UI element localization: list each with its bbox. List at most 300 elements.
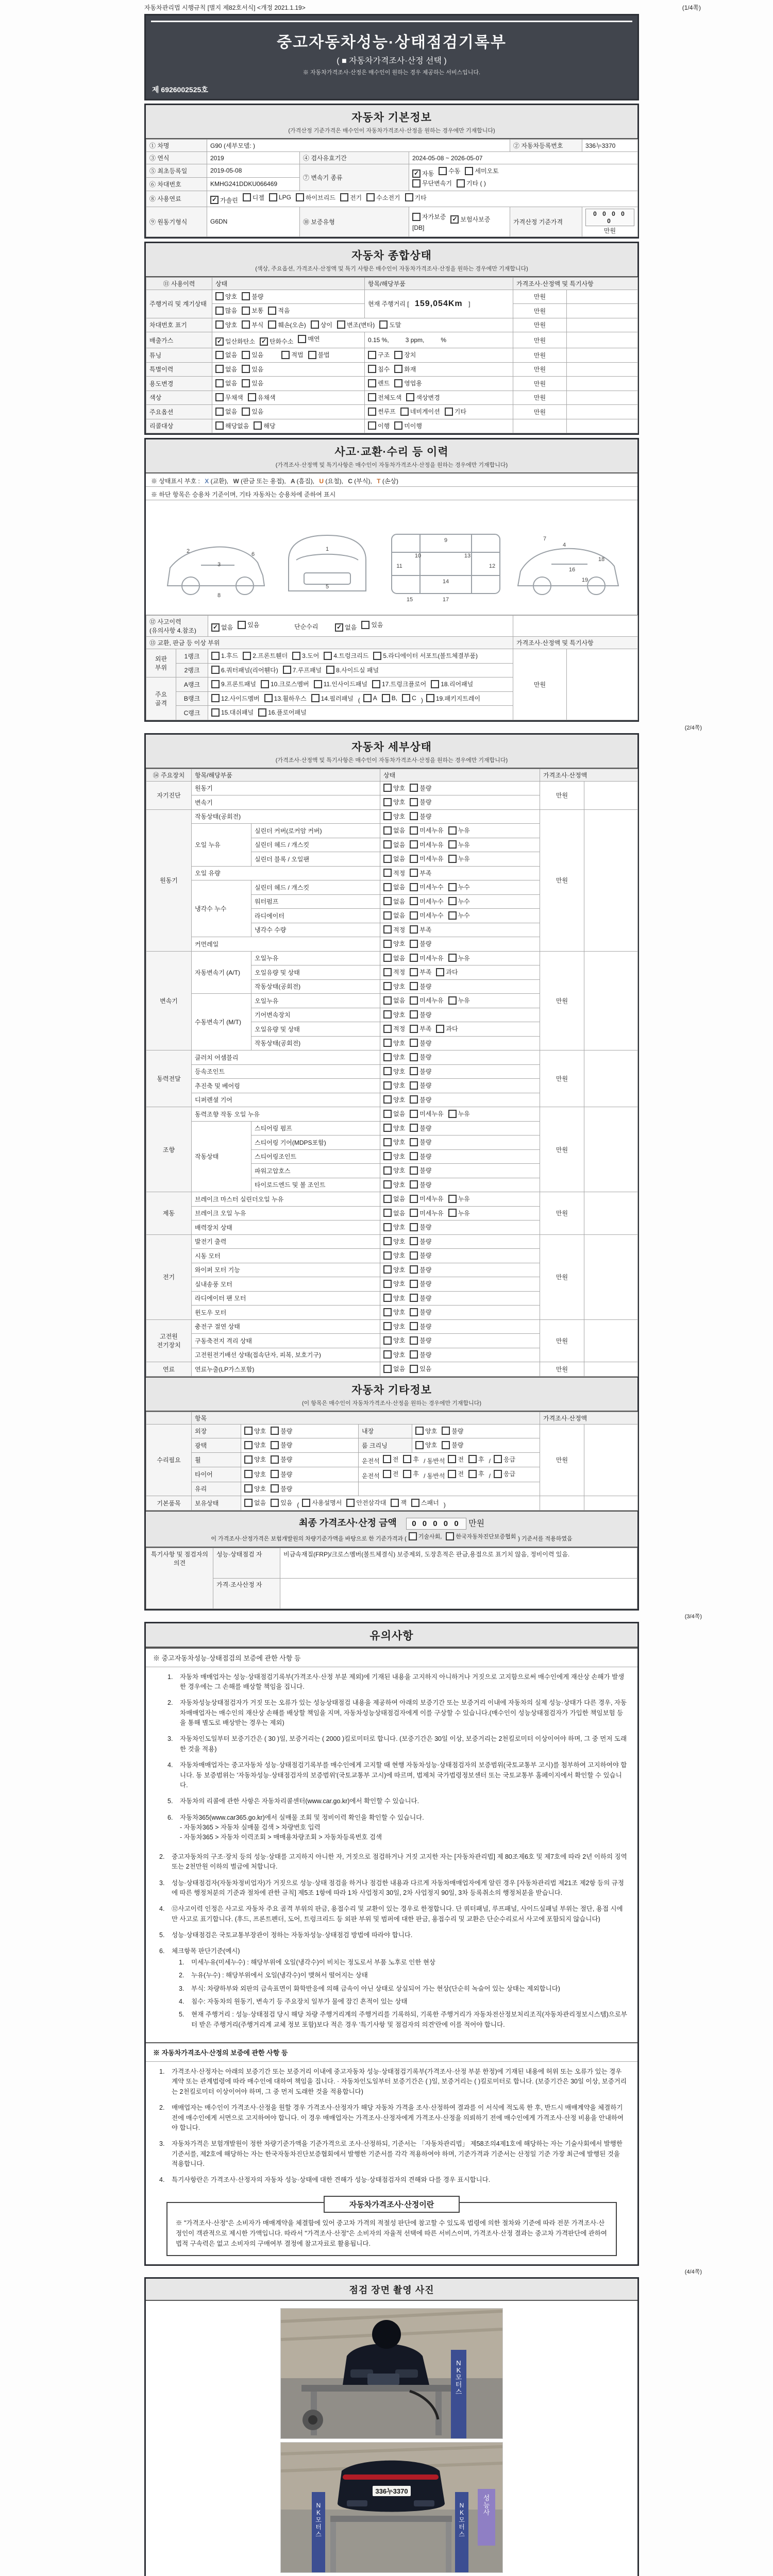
table-row (146, 207, 638, 236)
checkbox-양호[interactable]: 양호 (383, 1322, 405, 1331)
table-row (146, 616, 638, 637)
notice-band-2: ※ 자동차가격조사·산정의 보증에 관한 사항 등 (146, 2042, 637, 2062)
checkbox-미세누유[interactable]: 미세누유 (410, 826, 443, 835)
checkbox-없음[interactable]: 없음 (383, 883, 405, 891)
checkbox-미세누유[interactable]: 미세누유 (410, 854, 443, 863)
checkbox-양호[interactable]: 양호 (244, 1455, 266, 1464)
checkbox-9.프론트패널[interactable]: 9.프론트패널 (211, 680, 256, 688)
checkbox-누수[interactable]: 누수 (448, 911, 470, 920)
checkbox-과다[interactable]: 과다 (436, 1024, 458, 1033)
checkbox-양호[interactable]: 양호 (383, 1138, 405, 1146)
checkbox-전체도색[interactable]: 전체도색 (368, 393, 401, 402)
checkbox-양호[interactable]: 양호 (383, 939, 405, 948)
checkbox-없음[interactable]: ✓ 없음 (211, 623, 233, 632)
checkbox-불량[interactable]: 불량 (410, 1279, 431, 1288)
table-row (146, 405, 638, 419)
notes-cell (567, 419, 638, 433)
checkbox-불량[interactable]: 불량 (271, 1440, 292, 1449)
checkbox-1.후드[interactable]: 1.후드 (211, 651, 238, 660)
checkbox-없음[interactable]: 없음 (215, 365, 237, 374)
checkbox-불량[interactable]: 불량 (271, 1470, 292, 1479)
checkbox-없음[interactable]: 없음 (383, 1209, 405, 1217)
checkbox-적음[interactable]: 적음 (268, 306, 290, 315)
checkbox-없음[interactable]: 없음 (215, 407, 237, 416)
checkbox-불량[interactable]: 불량 (410, 1336, 431, 1345)
table-row (146, 419, 638, 433)
checkbox-불량[interactable]: 불량 (410, 1265, 431, 1274)
checkbox-적정[interactable]: 적정 (383, 869, 405, 877)
checkbox-적정[interactable]: 적정 (383, 1024, 405, 1033)
engine-type-label: ⑨ 원동기형식 (146, 207, 207, 236)
checkbox-불량[interactable]: 불량 (410, 1067, 431, 1076)
checkbox-많음[interactable]: 많음 (215, 306, 237, 315)
base-price-value: 0 0 0 0 0 만원 (582, 207, 638, 236)
price-cell: 만원 (513, 391, 567, 405)
checkbox-부족[interactable]: 부족 (410, 869, 431, 877)
notice-item (167, 1797, 627, 1806)
checkbox-양호[interactable]: 양호 (244, 1484, 266, 1493)
checkbox-불량[interactable]: 불량 (271, 1427, 292, 1435)
checkbox-불량[interactable]: 불량 (410, 1237, 431, 1246)
comp-header-2: 항목/해당부품 (365, 277, 513, 290)
table-row (146, 637, 638, 649)
checkbox-양호[interactable]: 양호 (383, 1010, 405, 1019)
checkbox-불량[interactable]: 불량 (271, 1455, 292, 1464)
checkbox-양호[interactable]: 양호 (383, 1124, 405, 1132)
checkbox-보험사보증[interactable]: ✓ 보험사보증 (450, 215, 490, 224)
checkbox-있음[interactable]: 있음 (361, 620, 383, 629)
checkbox-양호[interactable]: 양호 (383, 1350, 405, 1359)
state-options (212, 348, 365, 363)
legend-code-T: T (377, 478, 382, 485)
checkbox-15.대쉬패널[interactable]: 15.대쉬패널 (211, 708, 254, 717)
checkbox-있음[interactable]: 있음 (271, 1498, 292, 1507)
checkbox-11.인사이드패널[interactable]: 11.인사이드패널 (314, 680, 367, 688)
checkbox-렌트[interactable]: 렌트 (368, 379, 390, 387)
checkbox-화재[interactable]: 화재 (394, 365, 416, 374)
checkbox-부족[interactable]: 부족 (410, 968, 431, 976)
state-options (380, 1263, 540, 1277)
checkbox-양호[interactable]: 양호 (244, 1427, 266, 1435)
checkbox-양호[interactable]: 양호 (415, 1427, 437, 1435)
usage-label: 특별이력 (146, 362, 212, 377)
item-label: 시동 모터 (192, 1249, 380, 1263)
checkbox-미세누유[interactable]: 미세누유 (410, 1109, 443, 1118)
checkbox-18.리어패널[interactable]: 18.리어패널 (431, 680, 473, 688)
checkbox-양호[interactable]: 양호 (383, 1067, 405, 1076)
checkbox-해당없음[interactable]: 해당없음 (215, 421, 249, 430)
checkbox-양호[interactable]: 양호 (383, 1336, 405, 1345)
checkbox-잭[interactable]: 잭 (391, 1498, 407, 1507)
checkbox-4.트렁크리드[interactable]: 4.트렁크리드 (324, 651, 368, 660)
checkbox-없음[interactable]: 없음 (383, 1194, 405, 1203)
checkbox-한국자동차진단보증협회[interactable]: 한국자동차진단보증협회 (446, 1532, 516, 1540)
checkbox-양호[interactable]: 양호 (383, 1053, 405, 1061)
checkbox-LPG[interactable]: LPG (269, 193, 291, 201)
checkbox-17.트렁크플로어[interactable]: 17.트렁크플로어 (372, 680, 426, 688)
checkbox-기타[interactable]: 기타 (405, 193, 427, 202)
checkbox-전[interactable]: 전 (448, 1469, 464, 1478)
legend-desc: (요철), (325, 478, 345, 485)
notice-item (179, 1984, 627, 1994)
checkbox-B,[interactable]: B, (382, 694, 397, 702)
checkbox-전[interactable]: 전 (448, 1455, 464, 1464)
checkbox-도말[interactable]: 도말 (379, 320, 401, 329)
photo-title: 점검 장면 촬영 사진 (349, 2284, 434, 2295)
checkbox-해당[interactable]: 해당 (254, 421, 275, 430)
checkbox-양호[interactable]: 양호 (383, 784, 405, 792)
checkbox-있음[interactable]: 있음 (242, 407, 263, 416)
checkbox-하이브리드[interactable]: 하이브리드 (296, 193, 335, 202)
rank-items (208, 663, 513, 677)
notice-title: 유의사항 (369, 1630, 414, 1642)
rank-label: B랭크 (176, 691, 208, 706)
checkbox-미세누수[interactable]: 미세누수 (410, 897, 443, 906)
checkbox-가솔린[interactable]: ✓ 가솔린 (210, 196, 238, 205)
checkbox-누수[interactable]: 누수 (448, 897, 470, 906)
checkbox-불량[interactable]: 불량 (410, 1152, 431, 1161)
checkbox-없음[interactable]: 없음 (383, 911, 405, 920)
item-label: 오일 유량 (192, 866, 380, 880)
notes-cell (567, 290, 638, 304)
checkbox-후[interactable]: 후 (468, 1469, 484, 1478)
checkbox-3.도어[interactable]: 3.도어 (292, 651, 319, 660)
device-group-label: 자기진단 (146, 781, 192, 809)
checkbox-적정[interactable]: 적정 (383, 925, 405, 934)
checkbox-16.플로어패널[interactable]: 16.플로어패널 (258, 708, 307, 717)
item-label: 와이퍼 모터 기능 (192, 1263, 380, 1277)
accident-table (146, 615, 638, 720)
checkbox-불량[interactable]: 불량 (410, 1223, 431, 1231)
table-row (146, 1424, 638, 1438)
checkbox-없음[interactable]: 없음 (215, 350, 237, 359)
notice-number: 5. (159, 1931, 165, 1939)
final-price-band (146, 1511, 637, 1548)
checkbox-미세누유[interactable]: 미세누유 (410, 1209, 443, 1217)
checkbox-이행[interactable]: 이행 (368, 421, 390, 430)
checkbox-응급[interactable]: 응급 (494, 1469, 515, 1478)
checkbox-양호[interactable]: 양호 (244, 1440, 266, 1449)
checkbox-훼손(오손)[interactable]: 훼손(오손) (268, 320, 306, 329)
checkbox-불법[interactable]: 불법 (308, 350, 330, 359)
checkbox-적법[interactable]: 적법 (281, 350, 303, 359)
checkbox-양호[interactable]: 양호 (383, 1180, 405, 1189)
checkbox-양호[interactable]: 양호 (383, 1223, 405, 1231)
checkbox-양호[interactable]: 양호 (383, 1095, 405, 1104)
checkbox-구조[interactable]: 구조 (368, 350, 390, 359)
text: 0.15 %, (368, 336, 389, 344)
checkbox-양호[interactable]: 양호 (383, 1308, 405, 1316)
notice-number: 6. (167, 1814, 173, 1821)
item-part-label: 실린더 헤드 / 개스킷 (251, 838, 380, 852)
checkbox-썬루프[interactable]: 썬루프 (368, 407, 396, 416)
checkbox-불량[interactable]: 불량 (410, 1138, 431, 1146)
first-reg-label: ⑤ 최초등록일 (146, 164, 207, 178)
checkbox-과다[interactable]: 과다 (436, 968, 458, 976)
rank-items (208, 691, 513, 706)
checkbox-전기[interactable]: 전기 (340, 193, 362, 202)
item-cell (365, 348, 513, 363)
checkbox-유채색[interactable]: 유채색 (248, 393, 276, 402)
table-header-row (146, 1412, 638, 1424)
checkbox-양호[interactable]: 양호 (383, 1279, 405, 1288)
state-options (380, 1221, 540, 1235)
checkbox-기타[interactable]: 기타 (445, 407, 466, 416)
notice-line: - 자동차365 > 자동차 이력조회 > 매매용차량조회 > 자동차등록번호 검색 (180, 1834, 382, 1841)
checkbox-14.필러패널[interactable]: 14.필러패널 (311, 694, 354, 703)
checkbox-부식[interactable]: 부식 (242, 320, 263, 329)
accident-title: 사고·교환·수리 등 이력 (334, 446, 449, 458)
price-cell: 만원 (540, 1362, 584, 1377)
checkbox-불량[interactable]: 불량 (410, 1053, 431, 1061)
checkbox-불량[interactable]: 불량 (410, 1294, 431, 1302)
notes-cell (584, 951, 638, 1050)
rank-label: C랭크 (176, 706, 208, 720)
checkbox-부족[interactable]: 부족 (410, 925, 431, 934)
checkbox-불량[interactable]: 불량 (410, 982, 431, 991)
notice-text: 현재 주행거리 : 성능·상태점검 당시 해당 차량 주행거리계의 주행거리를 기록하되, 기록한 주행거리가 자동차전산정보처리조직(자동차관리정보시스템)으로부터 받은 주행거리(주행거리계 교체 정보 포함)보다 적은 경우 '특기사항 및 점검자의 의견'란에 이를 적어야 합니다. (191, 2011, 627, 2028)
checkbox-일산화탄소[interactable]: ✓ 일산화탄소 (215, 337, 255, 346)
checkbox-누유[interactable]: 누유 (448, 1209, 470, 1217)
checkbox-불량[interactable]: 불량 (442, 1440, 463, 1449)
checkbox-누유[interactable]: 누유 (448, 996, 470, 1005)
table-row (146, 649, 638, 664)
diagram-number-9: 9 (444, 537, 448, 544)
checkbox-5.라디에이터 서포트(볼트체결부품)[interactable]: 5.라디에이터 서포트(볼트체결부품) (373, 651, 478, 660)
checkbox-12.사이드멤버[interactable]: 12.사이드멤버 (211, 694, 260, 703)
checkbox-기술사회[interactable]: 기술사회, (409, 1532, 442, 1540)
checkbox-네비게이션[interactable]: 네비게이션 (400, 407, 440, 416)
checkbox-10.크로스멤버[interactable]: 10.크로스멤버 (261, 680, 309, 688)
detail-header-item: 항목/해당부품 (192, 769, 380, 781)
checkbox-자동[interactable]: ✓ 자동 (412, 169, 434, 178)
checkbox-미세누수[interactable]: 미세누수 (410, 911, 443, 920)
checkbox-양호[interactable]: 양호 (215, 292, 237, 301)
checkbox-부족[interactable]: 부족 (410, 1024, 431, 1033)
checkbox-있음[interactable]: 있음 (242, 379, 263, 387)
checkbox-없음[interactable]: 없음 (244, 1498, 266, 1507)
item-part-label: 오일누유 (251, 994, 380, 1008)
checkbox-8.사이드실 패널[interactable]: 8.사이드실 패널 (326, 666, 379, 674)
legend-desc: (부식), (354, 478, 374, 485)
checkbox-전[interactable]: 전 (383, 1469, 399, 1478)
checkbox-없음[interactable]: 없음 (383, 854, 405, 863)
usage-label: 주행거리 및 계기상태 (146, 290, 212, 318)
checkbox-양호[interactable]: 양호 (383, 1294, 405, 1302)
rank-label: 1랭크 (176, 649, 208, 664)
checkbox-없음[interactable]: 없음 (383, 840, 405, 849)
checkbox-누유[interactable]: 누유 (448, 854, 470, 863)
warranty-label: ⑩ 보증유형 (300, 207, 409, 236)
checkbox-불량[interactable]: 불량 (410, 812, 431, 821)
panel-group-label: 주요 골격 (146, 677, 176, 720)
checkbox-있음[interactable]: 있음 (242, 365, 263, 374)
checkbox-무채색[interactable]: 무채색 (215, 393, 243, 402)
checkbox-양호[interactable]: 양호 (383, 1265, 405, 1274)
checkbox-양호[interactable]: 양호 (383, 798, 405, 806)
item-sub-label: 자동변속기 (A/T) (192, 951, 251, 994)
checkbox-불량[interactable]: 불량 (410, 1010, 431, 1019)
device-group-label: 조향 (146, 1107, 192, 1192)
checkbox-양호[interactable]: 양호 (415, 1440, 437, 1449)
checkbox-불량[interactable]: 불량 (410, 1251, 431, 1260)
checkbox-자가보증[interactable]: 자가보증 (412, 212, 446, 221)
checkbox-양호[interactable]: 양호 (383, 1251, 405, 1260)
checkbox-누수[interactable]: 누수 (448, 883, 470, 891)
price-cell: 만원 (540, 1234, 584, 1319)
checkbox-누유[interactable]: 누유 (448, 840, 470, 849)
notice-number: 5. (167, 1798, 173, 1805)
item-cell (365, 377, 513, 391)
diagram-number-2: 2 (186, 548, 190, 554)
state-options (212, 362, 365, 377)
checkbox-없음[interactable]: 없음 (383, 1364, 405, 1373)
legend-desc: (흠집), (296, 478, 316, 485)
checkbox-A[interactable]: A (363, 694, 377, 702)
checkbox-보통[interactable]: 보통 (242, 306, 263, 315)
checkbox-불량[interactable]: 불량 (410, 1350, 431, 1359)
checkbox-없음[interactable]: 없음 (383, 954, 405, 962)
checkbox-불량[interactable]: 불량 (410, 1180, 431, 1189)
rank-items (208, 706, 513, 720)
diagram-number-3: 3 (217, 562, 221, 568)
checkbox-미이행[interactable]: 미이행 (394, 421, 422, 430)
checkbox-누유[interactable]: 누유 (448, 1194, 470, 1203)
checkbox-불량[interactable]: 불량 (271, 1484, 292, 1493)
checkbox-미세누유[interactable]: 미세누유 (410, 954, 443, 962)
checkbox-기타 ( )[interactable]: 기타 ( ) (457, 179, 486, 188)
checkbox-양호[interactable]: 양호 (383, 982, 405, 991)
price-survey-info-title: 자동차가격조사·산정이란 (324, 2196, 460, 2213)
checkbox-불량[interactable]: 불량 (410, 1039, 431, 1047)
checkbox-수소전기[interactable]: 수소전기 (366, 193, 400, 202)
checkbox-있음[interactable]: 있음 (238, 620, 259, 629)
state-options (380, 838, 540, 852)
checkbox-없음[interactable]: ✓ 없음 (335, 623, 357, 632)
checkbox-적정[interactable]: 적정 (383, 968, 405, 976)
checkbox-매연[interactable]: 매연 (298, 334, 320, 343)
notice-text: 자동차 매매업자는 성능·상태점검기록부(가격조사·산정 부분 제외)에 기재된 내용을 고지하지 아니하거나 거짓으로 고지함으로써 매수인에게 재산상 손해가 발생한 경우에는 그 손해를 배상할 책임을 집니다. (180, 1673, 625, 1690)
checkbox-불량[interactable]: 불량 (410, 1124, 431, 1132)
legend-desc: (손상) (382, 478, 398, 485)
item-part-label: 작동상태(공회전) (251, 1036, 380, 1050)
checkbox-13.휠하우스[interactable]: 13.휠하우스 (264, 694, 307, 703)
checkbox-탄화수소[interactable]: ✓ 탄화수소 (260, 337, 293, 346)
checkbox-양호[interactable]: 양호 (383, 1152, 405, 1161)
checkbox-없음[interactable]: 없음 (383, 996, 405, 1005)
notice-text: 가격조사·산정자는 아래의 보증기간 또는 보증거리 이내에 중고자동차 성능·상태점검기록부(가격조사·산정 부분 한정)에 기재된 내용에 허위 또는 오류가 있는 경우 계약 또는 관계법령에 따라 매수인에 대하여 책임을 집니다. · 자동차인도일부터 보증기간은 ( )일, 보증거리는 ( )킬로미터로 합니다. (보증기간은 30일 이상, 보증거리는 2천킬로미터 이상이어야 하며, 그 중 먼저 도래한 것을 적용합니다) (172, 2068, 627, 2095)
checkbox-불량[interactable]: 불량 (410, 1308, 431, 1316)
checkbox-영업용[interactable]: 영업용 (394, 379, 422, 387)
checkbox-미세누수[interactable]: 미세누수 (410, 883, 443, 891)
checkbox-양호[interactable]: 양호 (383, 812, 405, 821)
item-label: 디퍼렌셜 기어 (192, 1093, 380, 1107)
checkbox-침수[interactable]: 침수 (368, 365, 390, 374)
checkbox-C[interactable]: C (402, 694, 416, 702)
notice-text: 미세누유(미세누수) : 해당부위에 오일(냉각수)이 비치는 정도로서 부품 노후로 인한 현상 (191, 1958, 436, 1966)
checkbox-7.루프패널[interactable]: 7.루프패널 (283, 666, 322, 674)
opinions-table (146, 1548, 637, 1609)
checkbox-불량[interactable]: 불량 (410, 798, 431, 806)
checkbox-불량[interactable]: 불량 (442, 1427, 463, 1435)
checkbox-색상변경[interactable]: 색상변경 (406, 393, 440, 402)
checkbox-변조(변타)[interactable]: 변조(변타) (337, 320, 375, 329)
checkbox-양호[interactable]: 양호 (215, 320, 237, 329)
text: 운전석 (362, 1472, 380, 1480)
item-label: 연료누출(LP가스포함) (192, 1362, 380, 1377)
checkbox-누유[interactable]: 누유 (448, 954, 470, 962)
checkbox-누유[interactable]: 누유 (448, 1109, 470, 1118)
checkbox-양호[interactable]: 양호 (383, 1237, 405, 1246)
checkbox-상이[interactable]: 상이 (311, 320, 332, 329)
checkbox-불량[interactable]: 불량 (242, 292, 263, 301)
checkbox-2.프론트휀더[interactable]: 2.프론트휀더 (243, 651, 288, 660)
checkbox-미세누유[interactable]: 미세누유 (410, 996, 443, 1005)
checkbox-불량[interactable]: 불량 (410, 1166, 431, 1175)
checkbox-불량[interactable]: 불량 (410, 1322, 431, 1331)
empty-cell (513, 616, 638, 637)
diagram-number-13: 13 (464, 553, 471, 559)
checkbox-세미오토[interactable]: 세미오토 (465, 166, 498, 175)
checkbox-무단변속기[interactable]: 무단변속기 (412, 179, 452, 188)
checkbox-사용설명서[interactable]: 사용설명서 (302, 1498, 342, 1507)
checkbox-양호[interactable]: 양호 (383, 1166, 405, 1175)
checkbox-누유[interactable]: 누유 (448, 826, 470, 835)
checkbox-장치[interactable]: 장치 (394, 350, 416, 359)
checkbox-스패너[interactable]: 스패너 (411, 1498, 439, 1507)
checkbox-불량[interactable]: 불량 (410, 939, 431, 948)
checkbox-후[interactable]: 후 (468, 1455, 484, 1464)
checkbox-불량[interactable]: 불량 (410, 784, 431, 792)
checkbox-수동[interactable]: 수동 (439, 166, 460, 175)
checkbox-없음[interactable]: 없음 (383, 1109, 405, 1118)
checkbox-후[interactable]: 후 (403, 1455, 419, 1464)
checkbox-후[interactable]: 후 (403, 1469, 419, 1478)
checkbox-양호[interactable]: 양호 (244, 1470, 266, 1479)
checkbox-19.패키지트레이[interactable]: 19.패키지트레이 (426, 694, 480, 703)
checkbox-미세누유[interactable]: 미세누유 (410, 840, 443, 849)
checkbox-있음[interactable]: 있음 (242, 350, 263, 359)
checkbox-양호[interactable]: 양호 (383, 1081, 405, 1090)
checkbox-있음[interactable]: 있음 (410, 1364, 431, 1373)
notice-band-1: ※ 중고자동차성능·상태점검의 보증에 관한 사항 등 (146, 1648, 637, 1667)
item-label: 라디에이터 팬 모터 (192, 1291, 380, 1306)
device-group-label: 연료 (146, 1362, 192, 1377)
checkbox-없음[interactable]: 없음 (383, 897, 405, 906)
transmission-label: ⑦ 변속기 종류 (300, 164, 409, 191)
text: 3 ppm, (405, 336, 425, 344)
state-options (380, 866, 540, 880)
checkbox-안전삼각대[interactable]: 안전삼각대 (346, 1498, 386, 1507)
checkbox-응급[interactable]: 응급 (494, 1455, 515, 1464)
checkbox-불량[interactable]: 불량 (410, 1081, 431, 1090)
checkbox-없음[interactable]: 없음 (383, 826, 405, 835)
simple-repair-label: 단순수리 (294, 623, 318, 631)
checkbox-불량[interactable]: 불량 (410, 1095, 431, 1104)
diagram-number-15: 15 (406, 597, 413, 603)
notice-item (167, 1760, 627, 1790)
item-label: 동력조향 작동 오일 누유 (192, 1107, 380, 1122)
checkbox-없음[interactable]: 없음 (215, 379, 237, 387)
opinions-label: 특기사항 및 점검자의 의견 (146, 1548, 213, 1608)
comprehensive-state-section (144, 242, 639, 435)
checkbox-양호[interactable]: 양호 (383, 1039, 405, 1047)
checkbox-미세누유[interactable]: 미세누유 (410, 1194, 443, 1203)
checkbox-디젤[interactable]: 디젤 (243, 193, 264, 202)
checkbox-6.쿼터패널(리어휀다)[interactable]: 6.쿼터패널(리어휀다) (211, 666, 278, 674)
checkbox-전[interactable]: 전 (383, 1455, 399, 1464)
item-label: 브레이크 마스터 실린더오일 누유 (192, 1192, 380, 1207)
